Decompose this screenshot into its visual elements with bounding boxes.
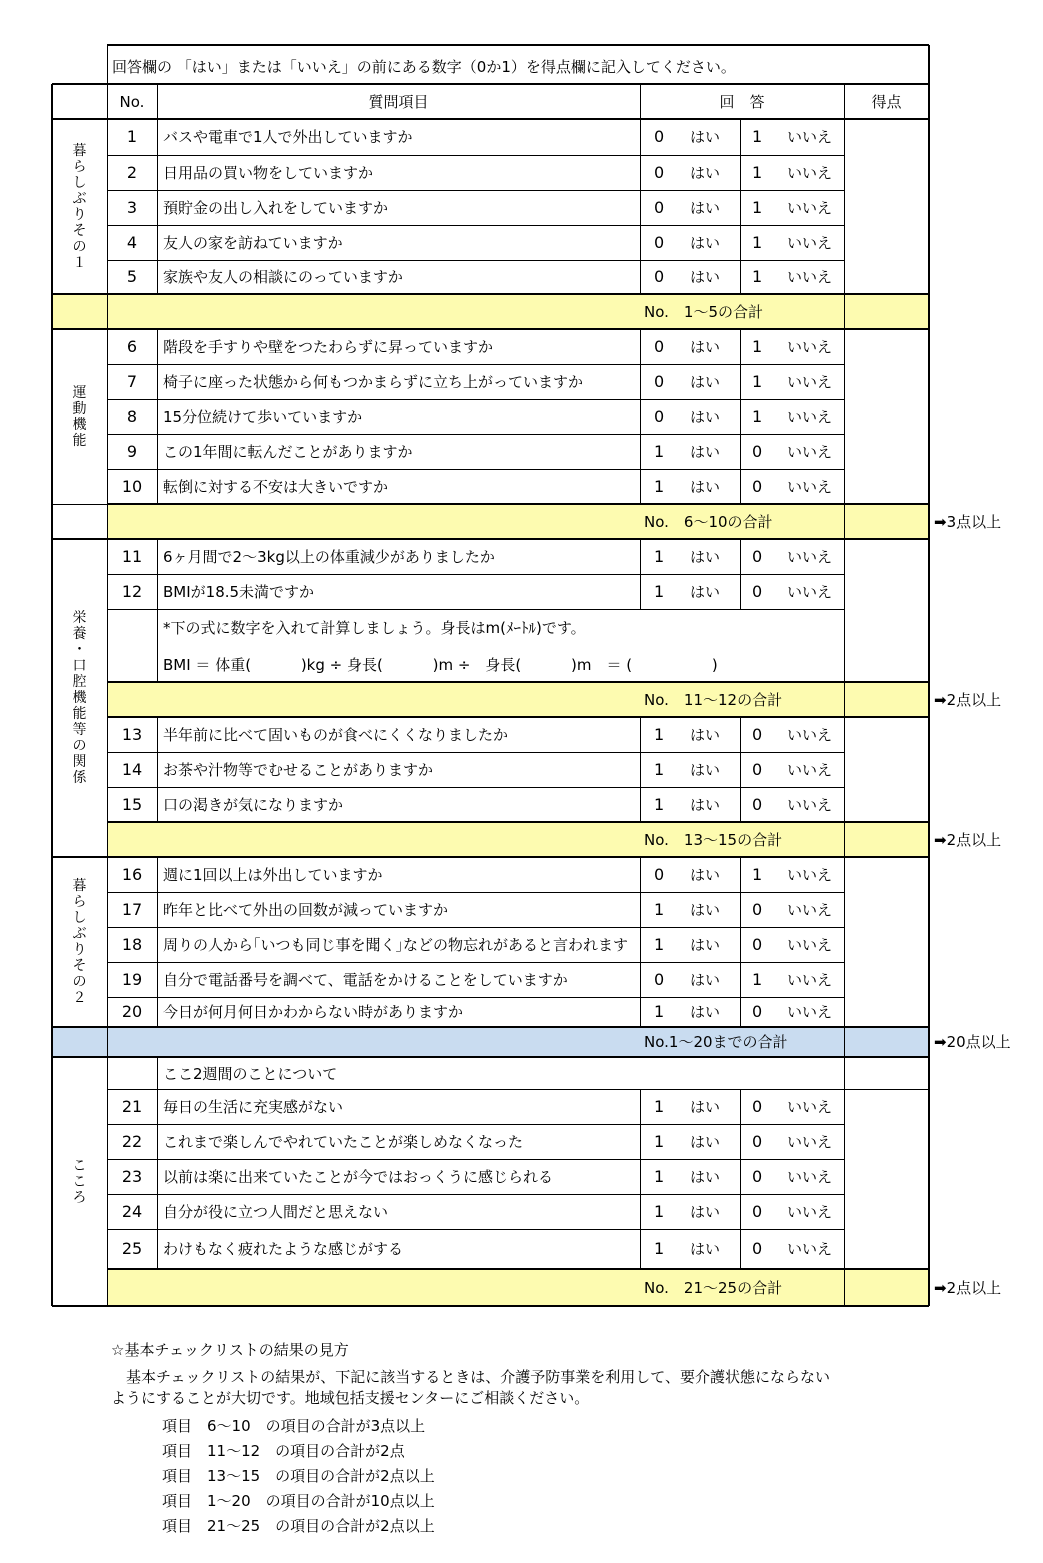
header-no: No. bbox=[119, 93, 145, 111]
grid-line-v bbox=[740, 119, 741, 294]
grid-line-v bbox=[844, 717, 845, 822]
total-label: No. 6～10の合計 bbox=[644, 512, 773, 531]
no-value: 0 bbox=[752, 794, 763, 814]
no-label: いいえ bbox=[787, 128, 833, 146]
score-input-cell[interactable] bbox=[0, 100, 83, 133]
grid-line-h bbox=[52, 538, 929, 540]
footer-paragraph-line2: ようにすることが大切です。地域包括支援センターにご相談ください。 bbox=[111, 1389, 590, 1407]
grid-line-h bbox=[107, 1089, 844, 1090]
grid-line-v bbox=[51, 84, 53, 1306]
question-number: 22 bbox=[121, 1131, 143, 1151]
no-value: 1 bbox=[752, 336, 763, 356]
grid-line-v bbox=[107, 45, 108, 1306]
grid-line-v bbox=[740, 329, 741, 504]
no-label: いいえ bbox=[787, 970, 833, 989]
question-number: 23 bbox=[121, 1166, 143, 1186]
no-value: 0 bbox=[752, 724, 763, 744]
no-label: いいえ bbox=[787, 795, 833, 814]
yes-label: はい bbox=[690, 760, 721, 779]
grid-line-v bbox=[844, 539, 845, 682]
question-number: 10 bbox=[121, 476, 143, 496]
grid-line-h bbox=[107, 190, 844, 191]
no-value: 0 bbox=[752, 441, 763, 461]
no-value: 0 bbox=[752, 1166, 763, 1186]
score-input-cell[interactable] bbox=[0, 34, 83, 67]
threshold-note: ➡3点以上 bbox=[934, 512, 1002, 531]
grid-line-v bbox=[844, 1057, 845, 1269]
yes-label: はい bbox=[690, 900, 721, 919]
grid-line-h bbox=[52, 328, 929, 330]
no-label: いいえ bbox=[787, 1097, 833, 1116]
yes-value: 1 bbox=[654, 1096, 665, 1116]
grid-line-v bbox=[157, 857, 158, 1027]
grid-line-h bbox=[107, 1229, 844, 1230]
grid-line-v bbox=[157, 84, 158, 119]
score-input-cell[interactable] bbox=[0, 330, 83, 363]
grid-line-h bbox=[107, 752, 844, 753]
grid-line-h bbox=[107, 997, 844, 998]
yes-label: はい bbox=[690, 163, 721, 182]
question-text: 周りの人から｢いつも同じ事を聞く｣などの物忘れがあると言われます bbox=[163, 935, 629, 954]
question-text: この1年間に転んだことがありますか bbox=[163, 442, 413, 461]
total-label: No. 21～25の合計 bbox=[644, 1278, 783, 1297]
grid-line-v bbox=[844, 294, 845, 329]
question-text: 口の渇きが気になりますか bbox=[163, 795, 344, 814]
total-score-cell bbox=[844, 504, 929, 539]
grid-line-v bbox=[157, 717, 158, 822]
question-text: 週に1回以上は外出していますか bbox=[163, 865, 383, 884]
grid-line-h bbox=[107, 681, 929, 683]
no-value: 1 bbox=[752, 864, 763, 884]
question-number: 21 bbox=[121, 1096, 143, 1116]
grid-line-h bbox=[52, 1056, 929, 1058]
yes-value: 1 bbox=[654, 581, 665, 601]
grid-line-v bbox=[844, 119, 845, 294]
no-label: いいえ bbox=[787, 407, 833, 426]
footer-criterion: 項目 1～20 の項目の合計が10点以上 bbox=[162, 1492, 435, 1510]
total-label: No. 13～15の合計 bbox=[644, 830, 783, 849]
yes-label: はい bbox=[690, 198, 721, 217]
grid-line-h bbox=[107, 364, 844, 365]
total-label: No. 1～5の合計 bbox=[644, 302, 763, 321]
no-value: 1 bbox=[752, 267, 763, 286]
no-label: いいえ bbox=[787, 1003, 833, 1021]
question-text: 以前は楽に出来ていたことが今ではおっくうに感じられる bbox=[163, 1167, 554, 1186]
yes-value: 1 bbox=[654, 1239, 665, 1258]
yes-value: 1 bbox=[654, 1131, 665, 1151]
yes-value: 1 bbox=[654, 1002, 665, 1021]
grid-line-h bbox=[107, 503, 929, 505]
yes-value: 0 bbox=[654, 969, 665, 989]
grid-line-h bbox=[107, 260, 844, 261]
question-text: 毎日の生活に充実感がない bbox=[163, 1097, 344, 1116]
yes-label: はい bbox=[690, 1202, 721, 1221]
question-text: 6ヶ月間で2～3kg以上の体重減少がありましたか bbox=[163, 547, 495, 566]
yes-label: はい bbox=[690, 128, 721, 146]
no-value: 0 bbox=[752, 759, 763, 779]
no-label: いいえ bbox=[787, 337, 833, 356]
grid-line-h bbox=[52, 118, 929, 120]
yes-label: はい bbox=[690, 1097, 721, 1116]
no-value: 1 bbox=[752, 232, 763, 252]
no-value: 0 bbox=[752, 1131, 763, 1151]
no-value: 0 bbox=[752, 899, 763, 919]
yes-value: 1 bbox=[654, 934, 665, 954]
header-answer: 回 答 bbox=[719, 93, 765, 111]
no-label: いいえ bbox=[787, 547, 833, 566]
question-text: 友人の家を訪ねていますか bbox=[163, 233, 343, 252]
threshold-note: ➡2点以上 bbox=[934, 690, 1002, 709]
no-value: 0 bbox=[752, 546, 763, 566]
yes-label: はい bbox=[690, 935, 721, 954]
grid-line-v bbox=[740, 1089, 741, 1269]
no-label: いいえ bbox=[787, 1167, 833, 1186]
yes-label: はい bbox=[690, 582, 721, 601]
question-text: 15分位続けて歩いていますか bbox=[163, 407, 363, 426]
footer-criterion: 項目 13～15 の項目の合計が2点以上 bbox=[162, 1467, 435, 1485]
yes-value: 0 bbox=[654, 267, 665, 286]
grid-line-h bbox=[107, 469, 844, 470]
grid-line-h bbox=[107, 44, 929, 46]
grid-line-h bbox=[107, 927, 844, 928]
footer-title: ☆基本チェックリストの結果の見方 bbox=[111, 1341, 349, 1359]
total-label: No. 11～12の合計 bbox=[644, 690, 783, 709]
grid-line-v bbox=[844, 682, 845, 717]
grid-line-v bbox=[640, 84, 641, 119]
yes-value: 1 bbox=[654, 899, 665, 919]
no-value: 0 bbox=[752, 1201, 763, 1221]
yes-label: はい bbox=[690, 1003, 721, 1021]
grid-line-v bbox=[844, 822, 845, 857]
grid-line-v bbox=[740, 857, 741, 1027]
question-text: 日用品の買い物をしていますか bbox=[163, 163, 374, 182]
grid-line-v bbox=[640, 329, 641, 504]
no-label: いいえ bbox=[787, 163, 833, 182]
question-text: 家族や友人の相談にのっていますか bbox=[163, 268, 403, 286]
total-score-cell bbox=[844, 294, 929, 329]
no-value: 1 bbox=[752, 127, 763, 146]
yes-value: 1 bbox=[654, 724, 665, 744]
grid-line-v bbox=[640, 857, 641, 1027]
question-text: 今日が何月何日かわからない時がありますか bbox=[163, 1003, 464, 1021]
yes-label: はい bbox=[690, 1132, 721, 1151]
no-value: 0 bbox=[752, 1002, 763, 1021]
yes-label: はい bbox=[690, 442, 721, 461]
question-number: 25 bbox=[121, 1239, 143, 1258]
total-label: No.1～20までの合計 bbox=[644, 1033, 788, 1051]
question-number: 9 bbox=[126, 441, 138, 461]
footer-criterion: 項目 21～25 の項目の合計が2点以上 bbox=[162, 1517, 435, 1535]
grid-line-v bbox=[157, 1057, 158, 1269]
bmi-note: *下の式に数字を入れて計算しましょう。身長はm(ﾒｰﾄﾙ)です。 bbox=[163, 619, 586, 637]
question-number: 17 bbox=[121, 899, 143, 919]
category-label: 暮 ら し ぶ り そ の ２ bbox=[72, 878, 87, 1006]
question-number: 1 bbox=[126, 127, 138, 146]
threshold-note: ➡2点以上 bbox=[934, 830, 1002, 849]
question-number: 15 bbox=[121, 794, 143, 814]
yes-label: はい bbox=[690, 1167, 721, 1186]
grid-line-h bbox=[107, 1194, 844, 1195]
grid-line-v bbox=[844, 84, 845, 119]
yes-value: 0 bbox=[654, 371, 665, 391]
yes-value: 1 bbox=[654, 1166, 665, 1186]
yes-label: はい bbox=[690, 268, 721, 286]
yes-value: 0 bbox=[654, 864, 665, 884]
grid-line-v bbox=[157, 329, 158, 504]
no-label: いいえ bbox=[787, 233, 833, 252]
score-input-cell[interactable] bbox=[0, 787, 83, 825]
grid-line-h bbox=[107, 155, 844, 156]
question-text: 自分が役に立つ人間だと思えない bbox=[163, 1202, 389, 1221]
no-value: 1 bbox=[752, 406, 763, 426]
grid-line-v bbox=[157, 539, 158, 682]
instruction-text: 回答欄の 「はい」または「いいえ」の前にある数字（0か1）を得点欄に記入してください。 bbox=[112, 58, 736, 76]
grid-line-h bbox=[107, 1124, 844, 1125]
grid-line-h bbox=[107, 609, 844, 610]
question-text: 自分で電話番号を調べて、電話をかけることをしていますか bbox=[163, 970, 568, 989]
grid-line-h bbox=[107, 787, 844, 788]
question-number: 8 bbox=[126, 406, 138, 426]
no-value: 1 bbox=[752, 197, 763, 217]
grid-line-v bbox=[640, 539, 641, 609]
no-label: いいえ bbox=[787, 372, 833, 391]
grid-line-h bbox=[107, 399, 844, 400]
question-text: 半年前に比べて固いものが食べにくくなりましたか bbox=[163, 725, 509, 744]
grid-line-h bbox=[107, 1268, 929, 1270]
yes-label: はい bbox=[690, 337, 721, 356]
yes-value: 1 bbox=[654, 476, 665, 496]
no-label: いいえ bbox=[787, 582, 833, 601]
grid-line-v bbox=[844, 504, 845, 539]
grid-line-v bbox=[844, 329, 845, 504]
no-label: いいえ bbox=[787, 865, 833, 884]
kokoro-intro: ここ2週間のことについて bbox=[163, 1065, 338, 1083]
question-text: お茶や汁物等でむせることがありますか bbox=[163, 760, 434, 779]
grid-line-h bbox=[52, 83, 929, 85]
question-number: 18 bbox=[121, 934, 143, 954]
yes-label: はい bbox=[690, 372, 721, 391]
question-number: 6 bbox=[126, 336, 138, 356]
yes-value: 1 bbox=[654, 1201, 665, 1221]
question-text: 転倒に対する不安は大きいですか bbox=[163, 477, 389, 496]
no-value: 1 bbox=[752, 969, 763, 989]
yes-value: 0 bbox=[654, 162, 665, 182]
grid-line-h bbox=[52, 1305, 929, 1307]
question-number: 14 bbox=[121, 759, 143, 779]
footer-criterion: 項目 11～12 の項目の合計が2点 bbox=[162, 1442, 405, 1460]
no-label: いいえ bbox=[787, 268, 833, 286]
header-question: 質問項目 bbox=[368, 93, 429, 111]
question-text: これまで楽しんでやれていたことが楽しめなくなった bbox=[163, 1132, 524, 1151]
no-label: いいえ bbox=[787, 1132, 833, 1151]
grid-line-h bbox=[107, 716, 929, 718]
header-score: 得点 bbox=[871, 93, 902, 111]
question-number: 2 bbox=[126, 162, 138, 182]
yes-value: 0 bbox=[654, 406, 665, 426]
yes-label: はい bbox=[690, 970, 721, 989]
yes-value: 0 bbox=[654, 127, 665, 146]
no-label: いいえ bbox=[787, 442, 833, 461]
category-label: 栄 養 ・ 口 腔 機 能 等 の 関 係 bbox=[72, 610, 87, 786]
question-number: 4 bbox=[126, 232, 138, 252]
score-input-cell[interactable] bbox=[0, 462, 83, 495]
yes-label: はい bbox=[690, 547, 721, 566]
grid-line-h bbox=[52, 293, 929, 295]
grid-line-h bbox=[107, 225, 844, 226]
grid-line-v bbox=[740, 717, 741, 822]
grid-line-v bbox=[157, 119, 158, 294]
yes-label: はい bbox=[690, 477, 721, 496]
footer-criterion: 項目 6～10 の項目の合計が3点以上 bbox=[162, 1417, 426, 1435]
question-number: 13 bbox=[121, 724, 143, 744]
grid-line-h bbox=[107, 821, 929, 823]
score-input-cell[interactable] bbox=[0, 528, 83, 561]
no-label: いいえ bbox=[787, 1202, 833, 1221]
no-label: いいえ bbox=[787, 477, 833, 496]
no-label: いいえ bbox=[787, 198, 833, 217]
grid-line-v bbox=[928, 45, 930, 1306]
question-text: 階段を手すりや壁をつたわらずに昇っていますか bbox=[163, 337, 494, 356]
no-value: 1 bbox=[752, 162, 763, 182]
grid-line-h bbox=[52, 504, 107, 505]
question-number: 7 bbox=[126, 371, 138, 391]
no-value: 0 bbox=[752, 581, 763, 601]
total-score-cell bbox=[844, 1027, 929, 1057]
total-score-cell bbox=[844, 822, 929, 857]
grid-line-h bbox=[107, 574, 844, 575]
yes-value: 1 bbox=[654, 441, 665, 461]
question-number: 12 bbox=[121, 581, 143, 601]
category-label: 運 動 機 能 bbox=[72, 384, 87, 449]
score-input-cell[interactable] bbox=[0, 495, 83, 528]
yes-label: はい bbox=[690, 795, 721, 814]
footer-paragraph-line1: 基本チェックリストの結果が、下記に該当するときは、介護予防事業を利用して、要介護状態にならない bbox=[111, 1368, 830, 1386]
question-text: バスや電車で1人で外出していますか bbox=[163, 128, 413, 146]
grid-line-h bbox=[107, 892, 844, 893]
grid-line-v bbox=[640, 119, 641, 294]
category-label: こ こ ろ bbox=[72, 1157, 87, 1206]
grid-line-v bbox=[740, 539, 741, 609]
yes-value: 0 bbox=[654, 232, 665, 252]
bmi-formula: BMI ＝ 体重( )kg ÷ 身長( )m ÷ 身長( )m ＝ ( ) bbox=[163, 656, 718, 674]
no-value: 0 bbox=[752, 934, 763, 954]
grid-line-h bbox=[107, 434, 844, 435]
grid-line-v bbox=[844, 1269, 845, 1306]
question-number: 24 bbox=[121, 1201, 143, 1221]
question-text: わけもなく疲れたような感じがする bbox=[163, 1240, 404, 1258]
grid-line-h bbox=[107, 1159, 844, 1160]
question-number: 11 bbox=[121, 546, 143, 566]
question-text: 預貯金の出し入れをしていますか bbox=[163, 198, 389, 217]
no-label: いいえ bbox=[787, 900, 833, 919]
no-value: 1 bbox=[752, 371, 763, 391]
grid-line-h bbox=[844, 1089, 929, 1090]
yes-value: 1 bbox=[654, 759, 665, 779]
grid-line-h bbox=[107, 962, 844, 963]
question-number: 19 bbox=[121, 969, 143, 989]
grid-line-v bbox=[844, 857, 845, 1027]
yes-label: はい bbox=[690, 865, 721, 884]
question-number: 16 bbox=[121, 864, 143, 884]
question-text: 椅子に座った状態から何もつかまらずに立ち上がっていますか bbox=[163, 372, 584, 391]
score-input-cell[interactable] bbox=[0, 0, 83, 34]
yes-value: 0 bbox=[654, 197, 665, 217]
threshold-note: ➡2点以上 bbox=[934, 1278, 1002, 1297]
question-text: 昨年と比べて外出の回数が減っていますか bbox=[163, 900, 449, 919]
no-value: 0 bbox=[752, 1239, 763, 1258]
grid-line-v bbox=[640, 717, 641, 822]
question-number: 5 bbox=[126, 267, 138, 286]
grid-line-v bbox=[640, 1089, 641, 1269]
total-score-cell bbox=[844, 682, 929, 717]
yes-value: 0 bbox=[654, 336, 665, 356]
no-value: 0 bbox=[752, 1096, 763, 1116]
category-label: 暮 ら し ぶ り そ の １ bbox=[72, 142, 87, 271]
no-value: 0 bbox=[752, 476, 763, 496]
grid-line-h bbox=[52, 1026, 929, 1028]
yes-label: はい bbox=[690, 233, 721, 252]
yes-label: はい bbox=[690, 407, 721, 426]
score-input-cell[interactable] bbox=[0, 561, 83, 594]
no-label: いいえ bbox=[787, 1240, 833, 1258]
question-text: BMIが18.5未満ですか bbox=[163, 582, 315, 601]
yes-label: はい bbox=[690, 725, 721, 744]
yes-value: 1 bbox=[654, 546, 665, 566]
no-label: いいえ bbox=[787, 935, 833, 954]
grid-line-h bbox=[52, 856, 929, 858]
yes-label: はい bbox=[690, 1240, 721, 1258]
yes-value: 1 bbox=[654, 794, 665, 814]
question-number: 3 bbox=[126, 197, 138, 217]
threshold-note: ➡20点以上 bbox=[934, 1033, 1011, 1051]
total-score-cell bbox=[844, 1269, 929, 1306]
grid-line-v bbox=[844, 1027, 845, 1057]
no-label: いいえ bbox=[787, 725, 833, 744]
no-label: いいえ bbox=[787, 760, 833, 779]
question-number: 20 bbox=[121, 1002, 143, 1021]
